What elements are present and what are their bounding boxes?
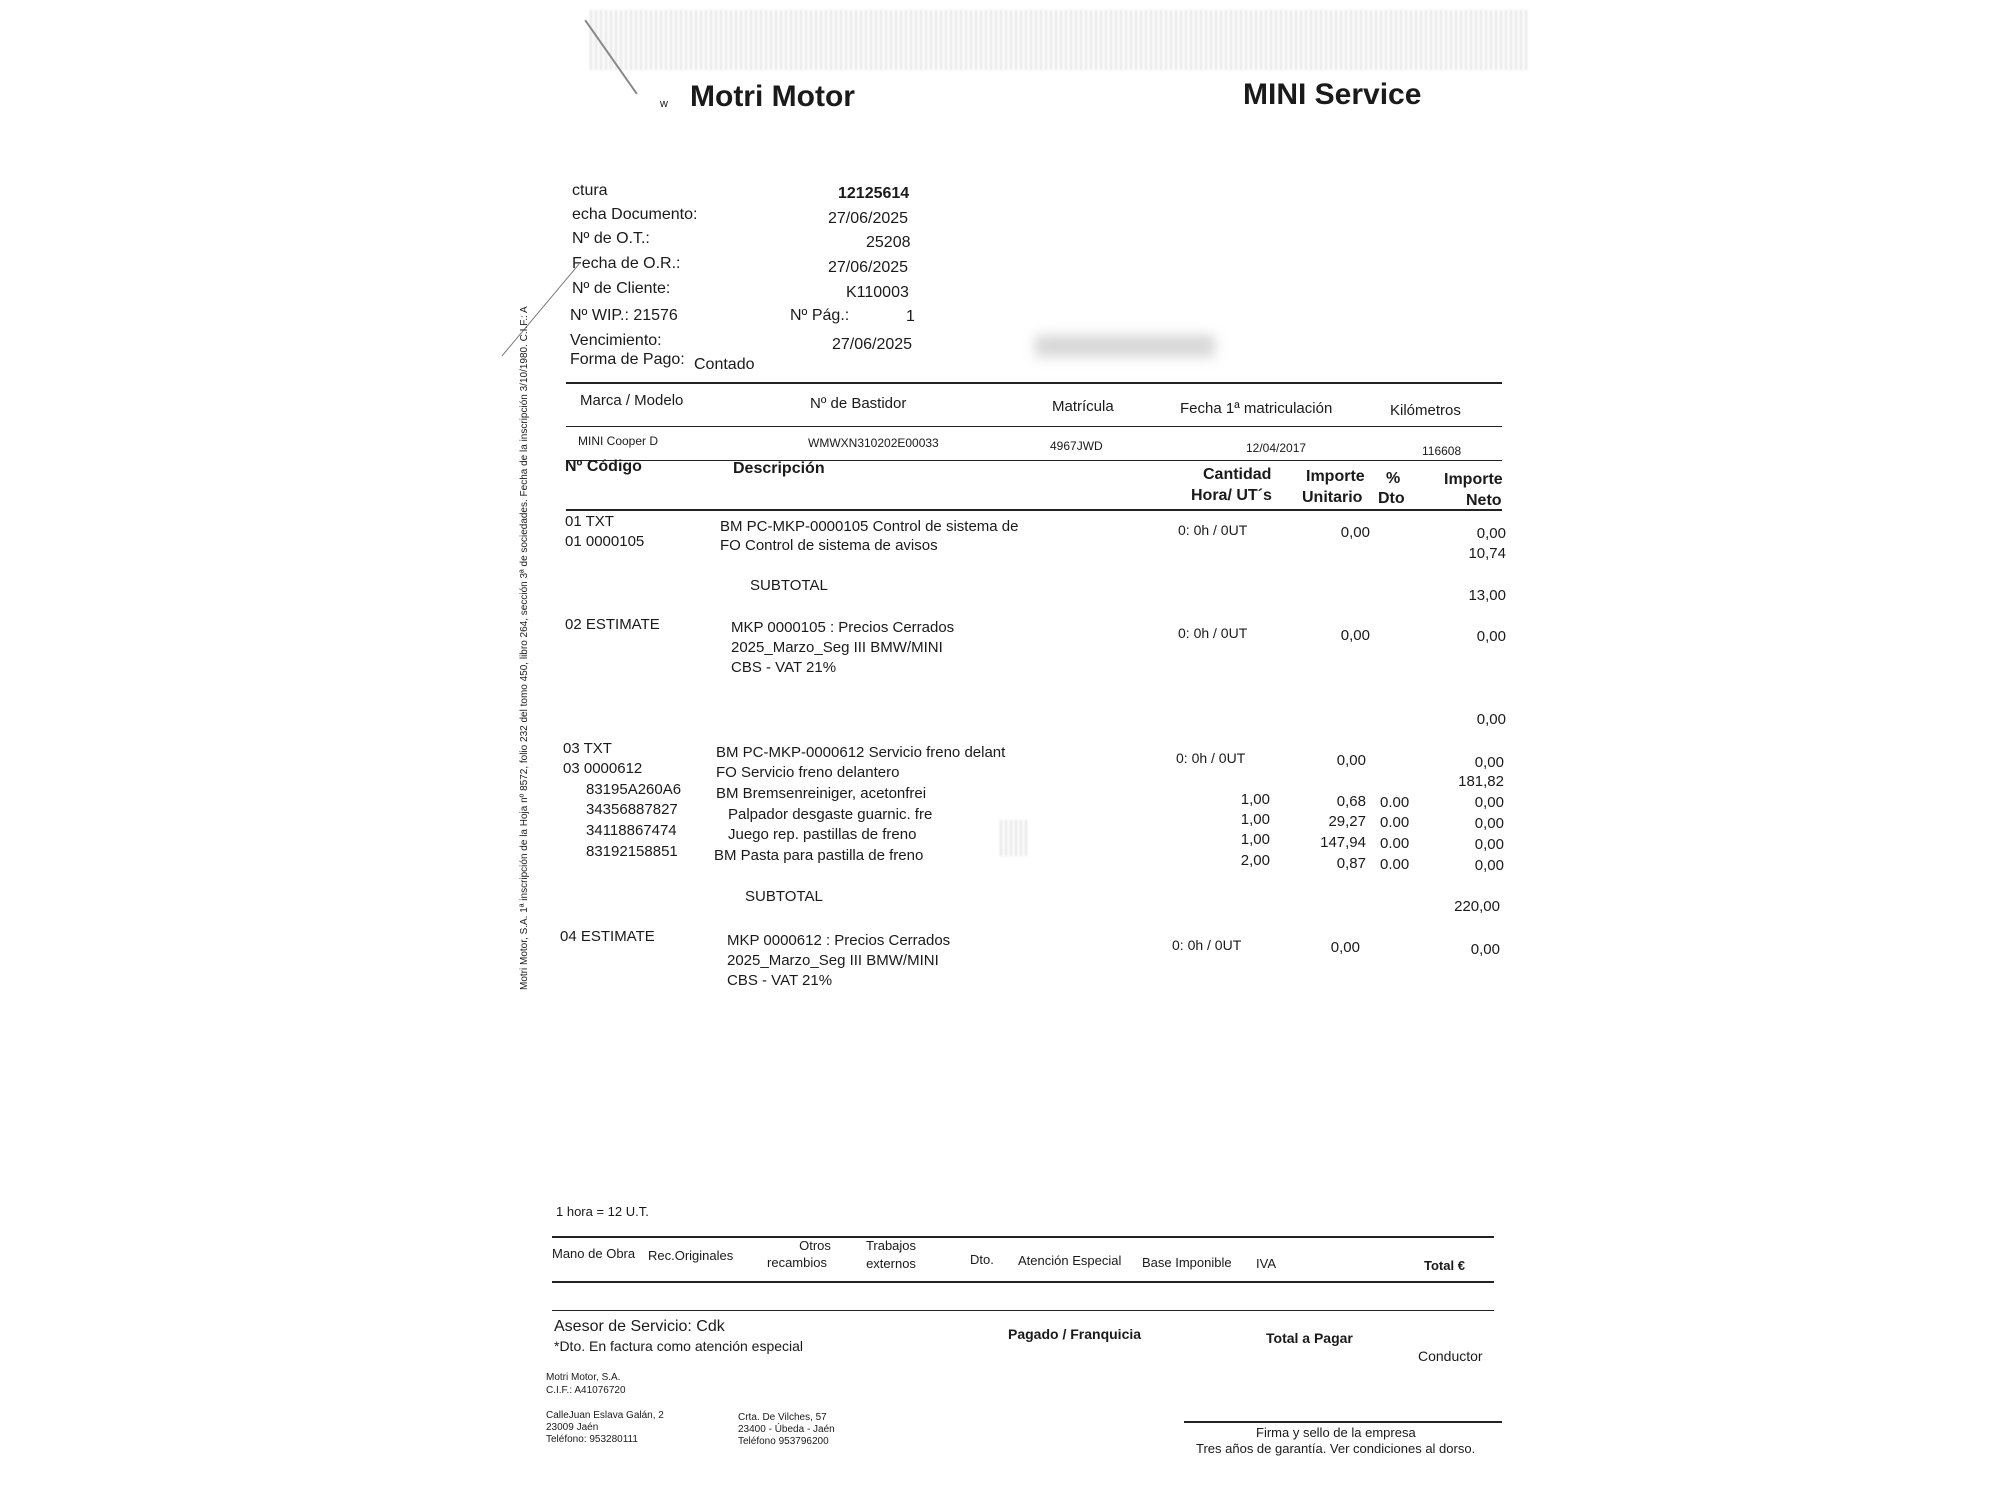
line-desc: CBS - VAT 21% bbox=[727, 972, 833, 989]
cliente-value: K110003 bbox=[846, 284, 909, 301]
col-dto-1: % bbox=[1386, 470, 1401, 487]
line-net: 0,00 bbox=[1474, 836, 1504, 853]
line-unit: 0,00 bbox=[1336, 752, 1366, 769]
rule bbox=[566, 426, 1502, 427]
rule bbox=[552, 1236, 1494, 1238]
line-code: 04 ESTIMATE bbox=[560, 928, 655, 945]
line-desc: Juego rep. pastillas de freno bbox=[728, 826, 917, 843]
line-desc: 2025_Marzo_Seg III BMW/MINI bbox=[727, 952, 939, 969]
line-net: 181,82 bbox=[1458, 773, 1504, 790]
line-qty: 0: 0h / 0UT bbox=[1178, 522, 1248, 538]
brand-motri-motor: Motri Motor bbox=[690, 80, 855, 113]
veh-header-fecha: Fecha 1ª matriculación bbox=[1180, 400, 1333, 417]
line-net: 0,00 bbox=[1476, 711, 1506, 728]
tot-total: Total € bbox=[1424, 1258, 1465, 1273]
rule bbox=[566, 382, 1502, 384]
col-descripcion: Descripción bbox=[733, 460, 825, 477]
line-desc: BM Bremsenreiniger, acetonfrei bbox=[716, 785, 927, 802]
line-code: 34356887827 bbox=[586, 801, 678, 818]
line-net: 0,00 bbox=[1474, 857, 1504, 874]
line-desc: Palpador desgaste guarnic. fre bbox=[728, 806, 933, 823]
col-neto-2: Neto bbox=[1466, 492, 1502, 509]
line-net: 0,00 bbox=[1474, 815, 1504, 832]
fecha-doc-value: 27/06/2025 bbox=[828, 210, 909, 227]
tot-otros-2: recambios bbox=[767, 1255, 827, 1270]
line-qty: 1,00 bbox=[1240, 831, 1270, 848]
line-desc: BM Pasta para pastilla de freno bbox=[714, 847, 924, 864]
venc-label: Vencimiento: bbox=[570, 332, 662, 349]
line-desc: MKP 0000612 : Precios Cerrados bbox=[727, 932, 951, 949]
tot-rec: Rec.Originales bbox=[648, 1248, 734, 1263]
col-cantidad-1: Cantidad bbox=[1203, 466, 1272, 483]
ot-value: 25208 bbox=[866, 234, 911, 251]
tot-trab-2: externos bbox=[866, 1256, 916, 1271]
line-qty: 2,00 bbox=[1240, 852, 1270, 869]
factura-label: ctura bbox=[572, 182, 608, 199]
line-net: 0,00 bbox=[1476, 525, 1506, 542]
veh-header-marca: Marca / Modelo bbox=[580, 392, 684, 409]
line-net: 220,00 bbox=[1454, 898, 1500, 915]
tot-base: Base Imponible bbox=[1142, 1255, 1232, 1270]
veh-header-bastidor: Nº de Bastidor bbox=[810, 395, 907, 412]
addr1-line2: 23009 Jaén bbox=[546, 1422, 599, 1433]
line-net: 13,00 bbox=[1468, 587, 1506, 604]
line-qty: 0: 0h / 0UT bbox=[1172, 937, 1242, 953]
addr1-line3: Teléfono: 953280111 bbox=[546, 1434, 638, 1445]
line-desc: MKP 0000105 : Precios Cerrados bbox=[731, 619, 955, 636]
veh-matricula: 4967JWD bbox=[1050, 439, 1103, 453]
pago-label: Forma de Pago: bbox=[570, 351, 685, 368]
brand-mini-service: MINI Service bbox=[1243, 78, 1422, 111]
col-cantidad-2: Hora/ UT´s bbox=[1191, 487, 1272, 504]
conductor: Conductor bbox=[1418, 1348, 1483, 1364]
tot-mano: Mano de Obra bbox=[552, 1246, 636, 1261]
line-code: 83192158851 bbox=[586, 843, 678, 860]
col-importe-2: Unitario bbox=[1302, 489, 1363, 506]
line-net: 0,00 bbox=[1476, 628, 1506, 645]
line-unit: 0,00 bbox=[1340, 524, 1370, 541]
veh-header-km: Kilómetros bbox=[1390, 402, 1461, 419]
tot-atencion: Atención Especial bbox=[1018, 1253, 1122, 1268]
col-neto-1: Importe bbox=[1444, 471, 1503, 488]
line-dto: 0.00 bbox=[1380, 835, 1410, 852]
line-desc: FO Servicio freno delantero bbox=[716, 764, 900, 781]
redacted-block bbox=[1035, 335, 1215, 357]
rule bbox=[566, 509, 1502, 511]
firma-sello: Firma y sello de la empresa bbox=[1256, 1425, 1416, 1440]
line-qty: 1,00 bbox=[1240, 791, 1270, 808]
line-dto: 0.00 bbox=[1380, 814, 1410, 831]
line-desc: BM PC-MKP-0000612 Servicio freno delant bbox=[716, 744, 1006, 761]
veh-bastidor: WMWXN310202E00033 bbox=[808, 436, 939, 450]
line-unit: 0,00 bbox=[1330, 939, 1360, 956]
line-net: 10,74 bbox=[1468, 545, 1506, 562]
pag-label: Nº Pág.: bbox=[790, 307, 850, 324]
tot-otros-1: Otros bbox=[799, 1238, 831, 1253]
dto-note: *Dto. En factura como atención especial bbox=[554, 1338, 804, 1354]
col-importe-1: Importe bbox=[1306, 468, 1365, 485]
total-a-pagar: Total a Pagar bbox=[1266, 1330, 1353, 1346]
line-code: 03 TXT bbox=[563, 740, 612, 757]
side-legal-text: Motri Motor, S.A. 1ª inscripción de la Hoja nº 8572, folio 232 del tomo 450, libro 264, sección 3ª de sociedades. Fecha de la inscripción 3/10/1980. C.I.F.: A bbox=[519, 306, 530, 990]
line-qty: 1,00 bbox=[1240, 811, 1270, 828]
veh-marca: MINI Cooper D bbox=[578, 434, 659, 448]
line-qty: 0: 0h / 0UT bbox=[1178, 625, 1248, 641]
factura-value: 12125614 bbox=[838, 185, 910, 202]
veh-fecha: 12/04/2017 bbox=[1246, 441, 1307, 455]
hora-note: 1 hora = 12 U.T. bbox=[556, 1204, 649, 1219]
line-code: 02 ESTIMATE bbox=[565, 616, 660, 633]
signature-rule bbox=[1184, 1421, 1502, 1423]
col-dto-2: Dto bbox=[1378, 490, 1405, 507]
garantia: Tres años de garantía. Ver condiciones al dorso. bbox=[1196, 1441, 1476, 1456]
rule bbox=[552, 1310, 1494, 1311]
wip-label: Nº WIP.: 21576 bbox=[570, 307, 678, 324]
line-desc: BM PC-MKP-0000105 Control de sistema de bbox=[720, 518, 1019, 535]
scan-smudge bbox=[1000, 820, 1030, 856]
line-unit: 0,68 bbox=[1336, 793, 1366, 810]
line-desc: 2025_Marzo_Seg III BMW/MINI bbox=[731, 639, 943, 656]
asesor: Asesor de Servicio: Cdk bbox=[554, 1318, 725, 1335]
line-dto: 0.00 bbox=[1380, 856, 1410, 873]
company-name: Motri Motor, S.A. bbox=[546, 1372, 621, 1383]
pagado-franquicia: Pagado / Franquicia bbox=[1008, 1326, 1142, 1342]
line-unit: 147,94 bbox=[1320, 834, 1366, 851]
addr2-line3: Teléfono 953796200 bbox=[738, 1436, 829, 1447]
line-net: 0,00 bbox=[1474, 754, 1504, 771]
tot-iva: IVA bbox=[1256, 1256, 1276, 1271]
line-code: 01 TXT bbox=[565, 513, 614, 530]
ot-label: Nº de O.T.: bbox=[572, 230, 650, 247]
pago-value: Contado bbox=[694, 356, 755, 373]
line-desc: FO Control de sistema de avisos bbox=[720, 537, 938, 554]
scan-noise-top bbox=[590, 10, 1530, 70]
line-qty: 0: 0h / 0UT bbox=[1176, 750, 1246, 766]
cliente-label: Nº de Cliente: bbox=[572, 280, 671, 297]
line-unit: 0,87 bbox=[1336, 855, 1366, 872]
addr2-line1: Crta. De Vilches, 57 bbox=[738, 1412, 827, 1423]
line-code: 03 0000612 bbox=[563, 760, 643, 777]
tot-trab-1: Trabajos bbox=[865, 1238, 917, 1253]
line-desc-subtotal: SUBTOTAL bbox=[745, 888, 823, 905]
addr1-line1: CalleJuan Eslava Galán, 2 bbox=[546, 1410, 664, 1421]
col-codigo: Nº Código bbox=[565, 458, 642, 475]
line-desc: CBS - VAT 21% bbox=[731, 659, 837, 676]
line-desc-subtotal: SUBTOTAL bbox=[750, 577, 828, 594]
line-code: 34118867474 bbox=[586, 822, 677, 839]
line-unit: 0,00 bbox=[1340, 627, 1370, 644]
rule bbox=[552, 1281, 1494, 1283]
or-value: 27/06/2025 bbox=[828, 259, 909, 276]
line-net: 0,00 bbox=[1470, 941, 1500, 958]
addr2-line2: 23400 - Úbeda - Jaén bbox=[738, 1424, 835, 1435]
rule bbox=[566, 460, 1502, 461]
or-label: Fecha de O.R.: bbox=[572, 255, 681, 272]
line-code: 83195A260A6 bbox=[586, 781, 682, 798]
company-cif: C.I.F.: A41076720 bbox=[546, 1385, 626, 1396]
line-dto: 0.00 bbox=[1380, 794, 1410, 811]
header-fragment: w bbox=[660, 98, 668, 110]
line-code: 01 0000105 bbox=[565, 533, 645, 550]
line-net: 0,00 bbox=[1474, 794, 1504, 811]
veh-km: 116608 bbox=[1422, 444, 1462, 458]
pag-value: 1 bbox=[906, 308, 915, 325]
venc-value: 27/06/2025 bbox=[832, 336, 913, 353]
fecha-doc-label: echa Documento: bbox=[572, 206, 698, 223]
scan-stripe-2 bbox=[502, 264, 580, 357]
veh-header-matricula: Matrícula bbox=[1052, 398, 1114, 415]
line-unit: 29,27 bbox=[1328, 813, 1366, 830]
tot-dto: Dto. bbox=[970, 1252, 994, 1267]
